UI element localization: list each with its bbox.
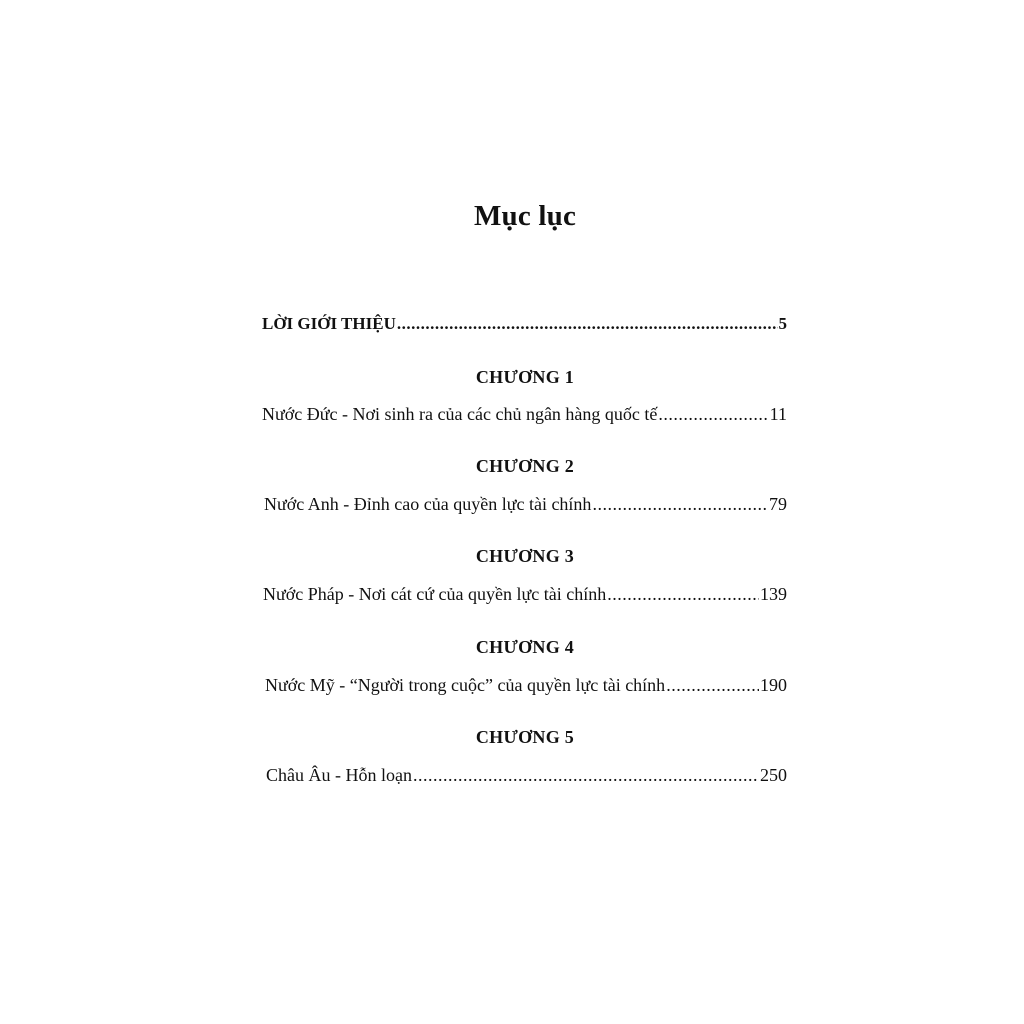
chapter-heading: CHƯƠNG 5 xyxy=(475,727,575,747)
toc-page-number: 79 xyxy=(769,494,787,514)
toc-entry xyxy=(265,673,787,697)
dot-leader xyxy=(413,763,759,787)
toc-page-number: 5 xyxy=(778,314,787,333)
chapter-heading: CHƯƠNG 3 xyxy=(475,546,575,566)
toc-entry-label: Nước Đức - Nơi sinh ra của các chủ ngân hàng quốc tế xyxy=(262,404,658,424)
toc-entry-label: LỜI GIỚI THIỆU xyxy=(262,314,396,333)
chapter-heading: CHƯƠNG 4 xyxy=(475,637,575,657)
dot-leader xyxy=(666,673,759,697)
toc-entry-intro xyxy=(262,312,787,336)
toc-entry-label: Châu Âu - Hỗn loạn xyxy=(266,765,412,785)
dot-leader xyxy=(592,492,768,516)
page-title: Mục lục xyxy=(473,200,577,232)
toc-page-number: 250 xyxy=(760,765,787,785)
toc-entry xyxy=(264,492,787,516)
toc-page-number: 190 xyxy=(760,675,787,695)
toc-entry xyxy=(262,402,787,426)
toc-page-number: 139 xyxy=(760,584,787,604)
dot-leader xyxy=(658,402,768,426)
chapter-heading: CHƯƠNG 1 xyxy=(475,367,575,387)
toc-page-number: 11 xyxy=(769,404,787,424)
dot-leader xyxy=(397,312,778,336)
toc-entry xyxy=(266,763,787,787)
toc-entry xyxy=(263,582,787,606)
toc-entry-label: Nước Pháp - Nơi cát cứ của quyền lực tài chính xyxy=(263,584,607,604)
toc-entry-label: Nước Mỹ - “Người trong cuộc” của quyền lực tài chính xyxy=(265,675,666,695)
toc-entry-label: Nước Anh - Đỉnh cao của quyền lực tài chính xyxy=(264,494,592,514)
chapter-heading: CHƯƠNG 2 xyxy=(475,456,575,476)
dot-leader xyxy=(607,582,759,606)
